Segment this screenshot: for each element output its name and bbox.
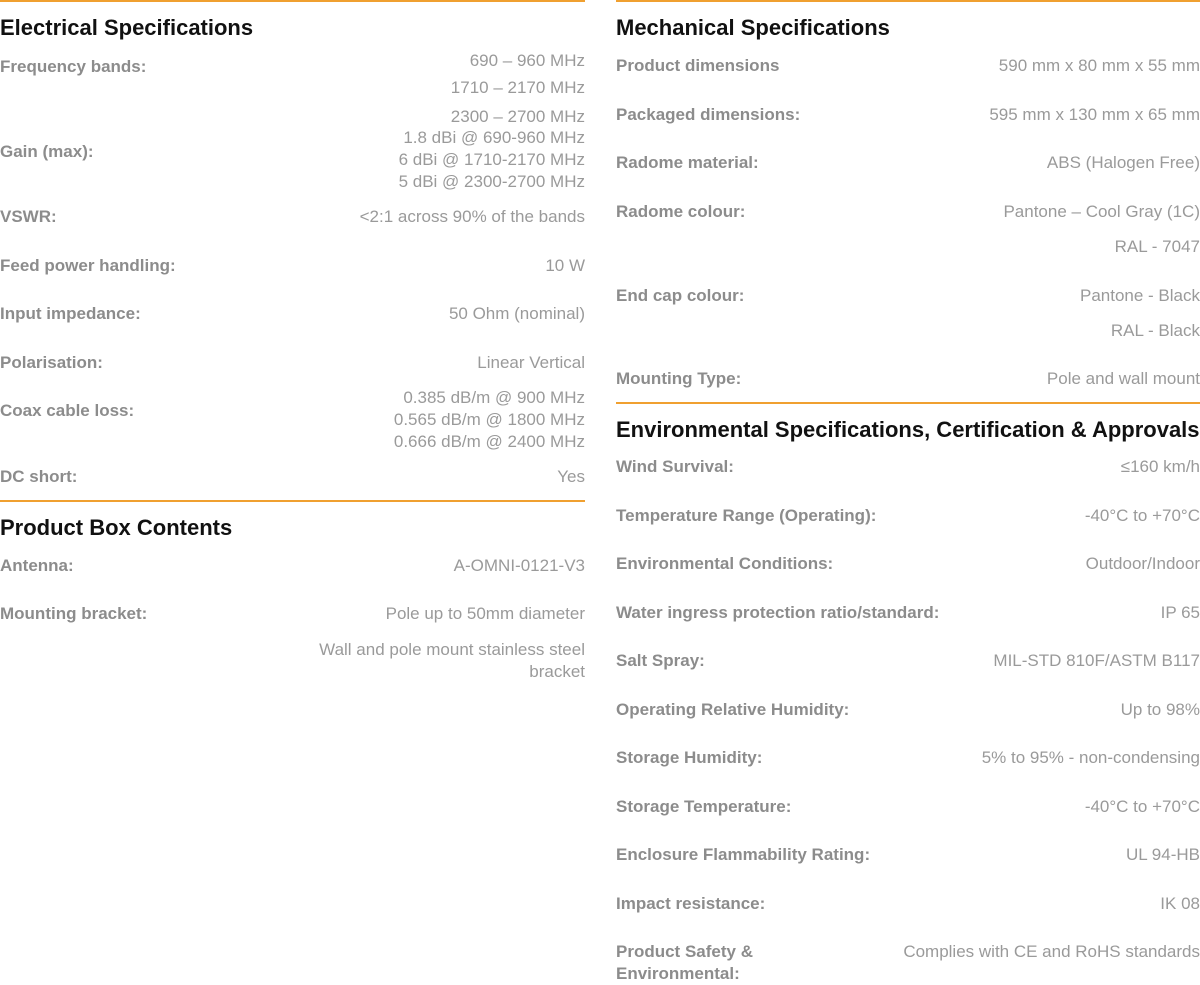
spec-value: IP 65 <box>1160 603 1200 622</box>
spec-value: MIL-STD 810F/ASTM B117 <box>993 651 1200 670</box>
spec-value: ≤160 km/h <box>1120 457 1200 476</box>
spec-value: Wall and pole mount stainless steel bracket <box>319 640 585 681</box>
spec-label: Gain (max): <box>0 142 94 161</box>
spec-value: 0.666 dB/m @ 2400 MHz <box>393 432 585 451</box>
spec-value: ABS (Halogen Free) <box>1046 153 1200 172</box>
spec-value: 590 mm x 80 mm x 55 mm <box>998 56 1200 75</box>
spec-value: 0.565 dB/m @ 1800 MHz <box>393 410 585 429</box>
spec-value: 5 dBi @ 2300-2700 MHz <box>398 172 585 191</box>
spec-label: Salt Spray: <box>616 651 705 670</box>
spec-label: Environmental Conditions: <box>616 554 834 573</box>
spec-label: Frequency bands: <box>0 57 147 76</box>
spec-value: A-OMNI-0121-V3 <box>453 556 585 575</box>
spec-value: Pole and wall mount <box>1046 369 1200 388</box>
section-divider <box>0 0 585 2</box>
spec-label: VSWR: <box>0 207 57 226</box>
spec-value: Complies with CE and RoHS standards <box>903 942 1200 961</box>
spec-value: Linear Vertical <box>477 353 585 372</box>
spec-label: Packaged dimensions: <box>616 105 801 124</box>
spec-label: Enclosure Flammability Rating: <box>616 845 871 864</box>
spec-label: Feed power handling: <box>0 256 176 275</box>
spec-value: Pantone – Cool Gray (1C) <box>1003 202 1200 221</box>
spec-value: RAL - 7047 <box>1114 237 1200 256</box>
spec-value: 690 – 960 MHz <box>469 51 585 70</box>
mechanical-specs-heading: Mechanical Specifications <box>616 15 890 40</box>
spec-value: UL 94-HB <box>1125 845 1200 864</box>
spec-value: Pantone - Black <box>1079 286 1200 305</box>
spec-value: 0.385 dB/m @ 900 MHz <box>403 388 585 407</box>
section-divider <box>616 0 1200 2</box>
spec-label: DC short: <box>0 467 78 486</box>
spec-label: Polarisation: <box>0 353 103 372</box>
electrical-specs-heading: Electrical Specifications <box>0 15 254 40</box>
environmental-specs-heading: Environmental Specifications, Certification & Approvals <box>616 417 1200 442</box>
spec-label: Water ingress protection ratio/standard: <box>616 603 940 622</box>
spec-label: Radome colour: <box>616 202 746 221</box>
spec-label: Mounting Type: <box>616 369 742 388</box>
spec-value: 1.8 dBi @ 690-960 MHz <box>403 128 585 147</box>
box-contents-heading: Product Box Contents <box>0 515 233 540</box>
spec-label: Product dimensions <box>616 56 780 75</box>
spec-value: 50 Ohm (nominal) <box>448 304 585 323</box>
spec-value: 5% to 95% - non-condensing <box>981 748 1200 767</box>
section-divider <box>616 402 1200 404</box>
spec-value: 10 W <box>545 256 585 275</box>
spec-label: Impact resistance: <box>616 894 766 913</box>
spec-value: Outdoor/Indoor <box>1085 554 1200 573</box>
spec-value: RAL - Black <box>1110 321 1200 340</box>
spec-label: Storage Humidity: <box>616 748 763 767</box>
spec-label: Antenna: <box>0 556 74 575</box>
spec-value: 2300 – 2700 MHz <box>450 107 585 126</box>
spec-label: Input impedance: <box>0 304 141 323</box>
spec-label: Coax cable loss: <box>0 401 135 420</box>
spec-value: <2:1 across 90% of the bands <box>359 207 585 226</box>
spec-label: Storage Temperature: <box>616 797 792 816</box>
spec-label: Operating Relative Humidity: <box>616 700 850 719</box>
spec-value: 595 mm x 130 mm x 65 mm <box>989 105 1200 124</box>
spec-value: 1710 – 2170 MHz <box>450 78 585 97</box>
spec-value: IK 08 <box>1160 894 1200 913</box>
spec-value: -40°C to +70°C <box>1084 797 1200 816</box>
spec-label: Product Safety & Environmental: <box>616 942 753 983</box>
spec-label: Wind Survival: <box>616 457 734 476</box>
spec-value: -40°C to +70°C <box>1084 506 1200 525</box>
spec-label: End cap colour: <box>616 286 745 305</box>
spec-value: Up to 98% <box>1120 700 1200 719</box>
spec-value: 6 dBi @ 1710-2170 MHz <box>398 150 585 169</box>
section-divider <box>0 500 585 502</box>
spec-value: Pole up to 50mm diameter <box>385 604 585 623</box>
spec-label: Mounting bracket: <box>0 604 148 623</box>
spec-value: Yes <box>557 467 585 486</box>
spec-label: Temperature Range (Operating): <box>616 506 877 525</box>
spec-label: Radome material: <box>616 153 759 172</box>
